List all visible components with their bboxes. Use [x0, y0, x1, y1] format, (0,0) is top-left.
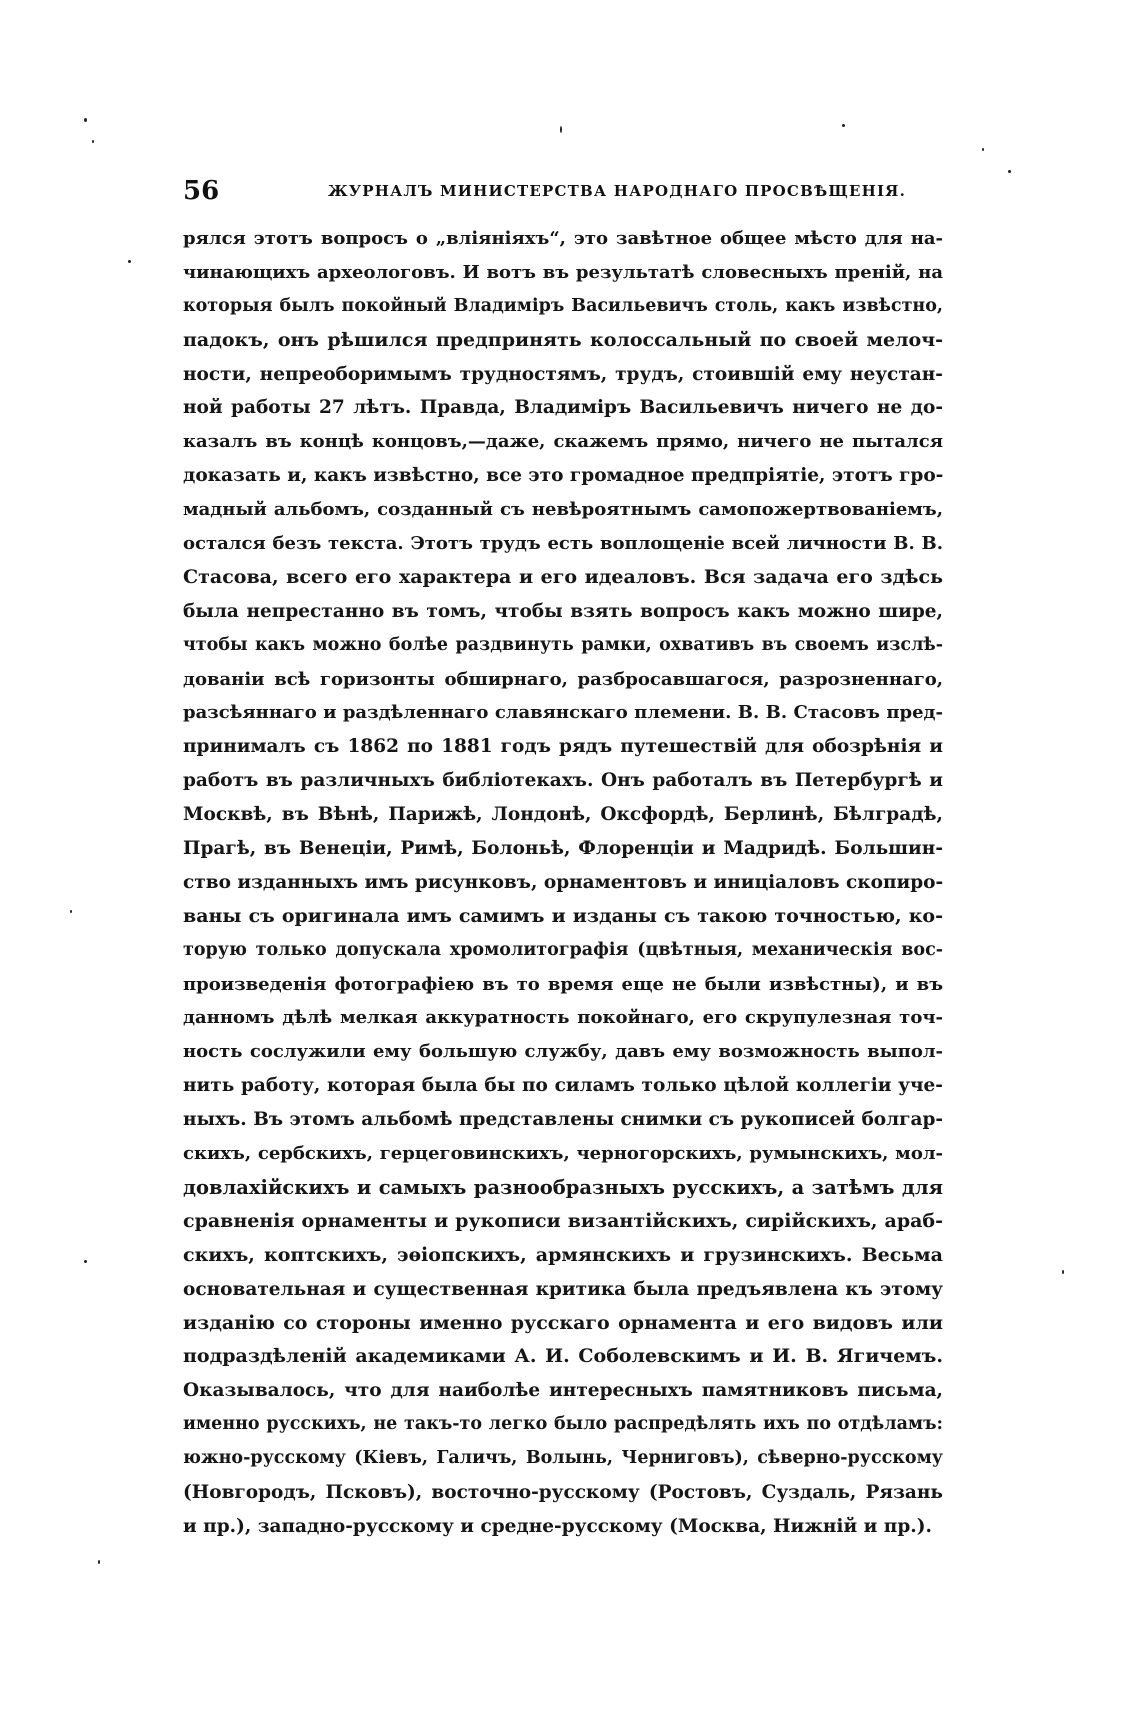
text-line: сравненія орнаменты и рукописи византійскихъ, сирійскихъ, араб-: [183, 1209, 943, 1232]
text-line: чтобы какъ можно болѣе раздвинуть рамки, охвативъ въ своемъ изслѣ-: [183, 634, 943, 655]
text-line: которыя былъ покойный Владиміръ Васильевичъ столь, какъ извѣстно,: [183, 295, 943, 316]
text-line: казалъ въ концѣ концовъ,—даже, скажемъ прямо, ничего не пытался: [183, 431, 943, 453]
text-line: нить работу, которая была бы по силамъ только цѣлой коллегіи уче-: [183, 1075, 943, 1097]
text-line: южно-русскому (Кіевъ, Галичъ, Волынь, Черниговъ), сѣверно-русскому: [183, 1448, 943, 1469]
text-line: ность сослужили ему большую службу, давъ ему возможность выпол-: [183, 1041, 943, 1063]
page-header: [183, 176, 943, 210]
scan-speck: [1008, 170, 1011, 173]
text-line: падокъ, онъ рѣшился предпринять колоссальный по своей мелоч-: [183, 328, 943, 351]
scan-speck: [842, 124, 845, 127]
text-line: Москвѣ, въ Вѣнѣ, Парижѣ, Лондонѣ, Оксфордѣ, Берлинѣ, Бѣлградѣ,: [183, 804, 943, 826]
text-line: была непрестанно въ томъ, чтобы взять вопросъ какъ можно шире,: [183, 600, 943, 622]
text-line: основательная и существенная критика была предъявлена къ этому: [183, 1278, 943, 1300]
text-line: ство изданныхъ имъ рисунковъ, орнаментовъ и иниціаловъ скопиро-: [183, 871, 943, 893]
text-line: именно русскихъ, не такъ-то легко было распредѣлять ихъ по отдѣламъ:: [183, 1414, 943, 1435]
text-line: рялся этотъ вопросъ о „вліяніяхъ“, это завѣтное общее мѣсто для на-: [183, 228, 943, 249]
text-line: довлахійскихъ и самыхъ разнообразныхъ русскихъ, а затѣмъ для: [183, 1175, 943, 1199]
text-line: данномъ дѣлѣ мелкая аккуратность покойнаго, его скрупулезная точ-: [183, 1007, 943, 1029]
scan-speck: [1062, 1270, 1064, 1274]
text-line: (Новгородъ, Псковъ), восточно-русскому (Ростовъ, Суздаль, Рязань: [183, 1481, 943, 1503]
scan-speck: [560, 126, 562, 133]
text-line: изданію со стороны именно русскаго орнамента и его видовъ или: [183, 1311, 943, 1334]
scan-speck: [70, 910, 72, 913]
text-line: доказать и, какъ извѣстно, все это громадное предпріятіе, этотъ гро-: [183, 465, 943, 487]
text-line: Стасова, всего его характера и его идеаловъ. Вся задача его здѣсь: [183, 565, 943, 588]
text-line: дованіи всѣ горизонты обширнаго, разбросавшагося, разрозненнаго,: [183, 668, 943, 690]
text-line: разсѣяннаго и раздѣленнаго славянскаго племени. В. В. Стасовъ пред-: [183, 702, 943, 724]
text-line: Прагѣ, въ Венеціи, Римѣ, Болоньѣ, Флоренціи и Мадридѣ. Большин-: [183, 838, 943, 860]
text-line: остался безъ текста. Этотъ трудъ есть воплощеніе всей личности В. В.: [183, 533, 943, 555]
running-head: ЖУРНАЛЪ МИНИСТЕРСТВА НАРОДНАГО ПРОСВѢЩЕНІЯ.: [328, 182, 907, 200]
text-line: произведенія фотографіею въ то время еще не были извѣстны), и въ: [183, 973, 943, 995]
text-line: скихъ, коптскихъ, эѳіопскихъ, армянскихъ и грузинскихъ. Весьма: [183, 1243, 943, 1266]
text-line: ныхъ. Въ этомъ альбомѣ представлены снимки съ рукописей болгар-: [183, 1109, 943, 1131]
text-line: и пр.), западно-русскому и средне-русскому (Москва, Нижній и пр.).: [183, 1515, 932, 1537]
text-line: чинающихъ археологовъ. И вотъ въ результатѣ словесныхъ преній, на: [183, 261, 943, 283]
text-line: скихъ, сербскихъ, герцеговинскихъ, черногорскихъ, румынскихъ, мол-: [183, 1143, 943, 1165]
scan-speck: [84, 1260, 87, 1263]
text-line: принималъ съ 1862 по 1881 годъ рядъ путешествій для обозрѣнія и: [183, 736, 943, 758]
scan-speck: [982, 148, 984, 151]
text-line: подраздѣленій академиками А. И. Соболевскимъ и И. В. Ягичемъ.: [183, 1345, 943, 1368]
text-line: мадный альбомъ, созданный съ невѣроятнымъ самопожертвованіемъ,: [183, 499, 943, 521]
scan-speck: [128, 260, 131, 263]
scan-speck: [98, 1560, 100, 1564]
text-line: ности, непреоборимымъ трудностямъ, трудъ, стоившій ему неустан-: [183, 363, 943, 385]
text-line: Оказывалось, что для наиболѣе интересныхъ памятниковъ письма,: [183, 1380, 943, 1402]
page-number: 56: [183, 176, 220, 206]
body-text: [183, 222, 943, 1544]
text-line: работъ въ различныхъ библіотекахъ. Онъ работалъ въ Петербургѣ и: [183, 770, 943, 792]
scan-speck: [92, 140, 94, 143]
text-line: ваны съ оригинала имъ самимъ и изданы съ такою точностью, ко-: [183, 904, 943, 927]
text-line: ной работы 27 лѣтъ. Правда, Владиміръ Васильевичъ ничего не до-: [183, 397, 943, 419]
text-line: торую только допускала хромолитографія (цвѣтныя, механическія вос-: [183, 939, 943, 960]
scan-speck: [84, 118, 87, 122]
